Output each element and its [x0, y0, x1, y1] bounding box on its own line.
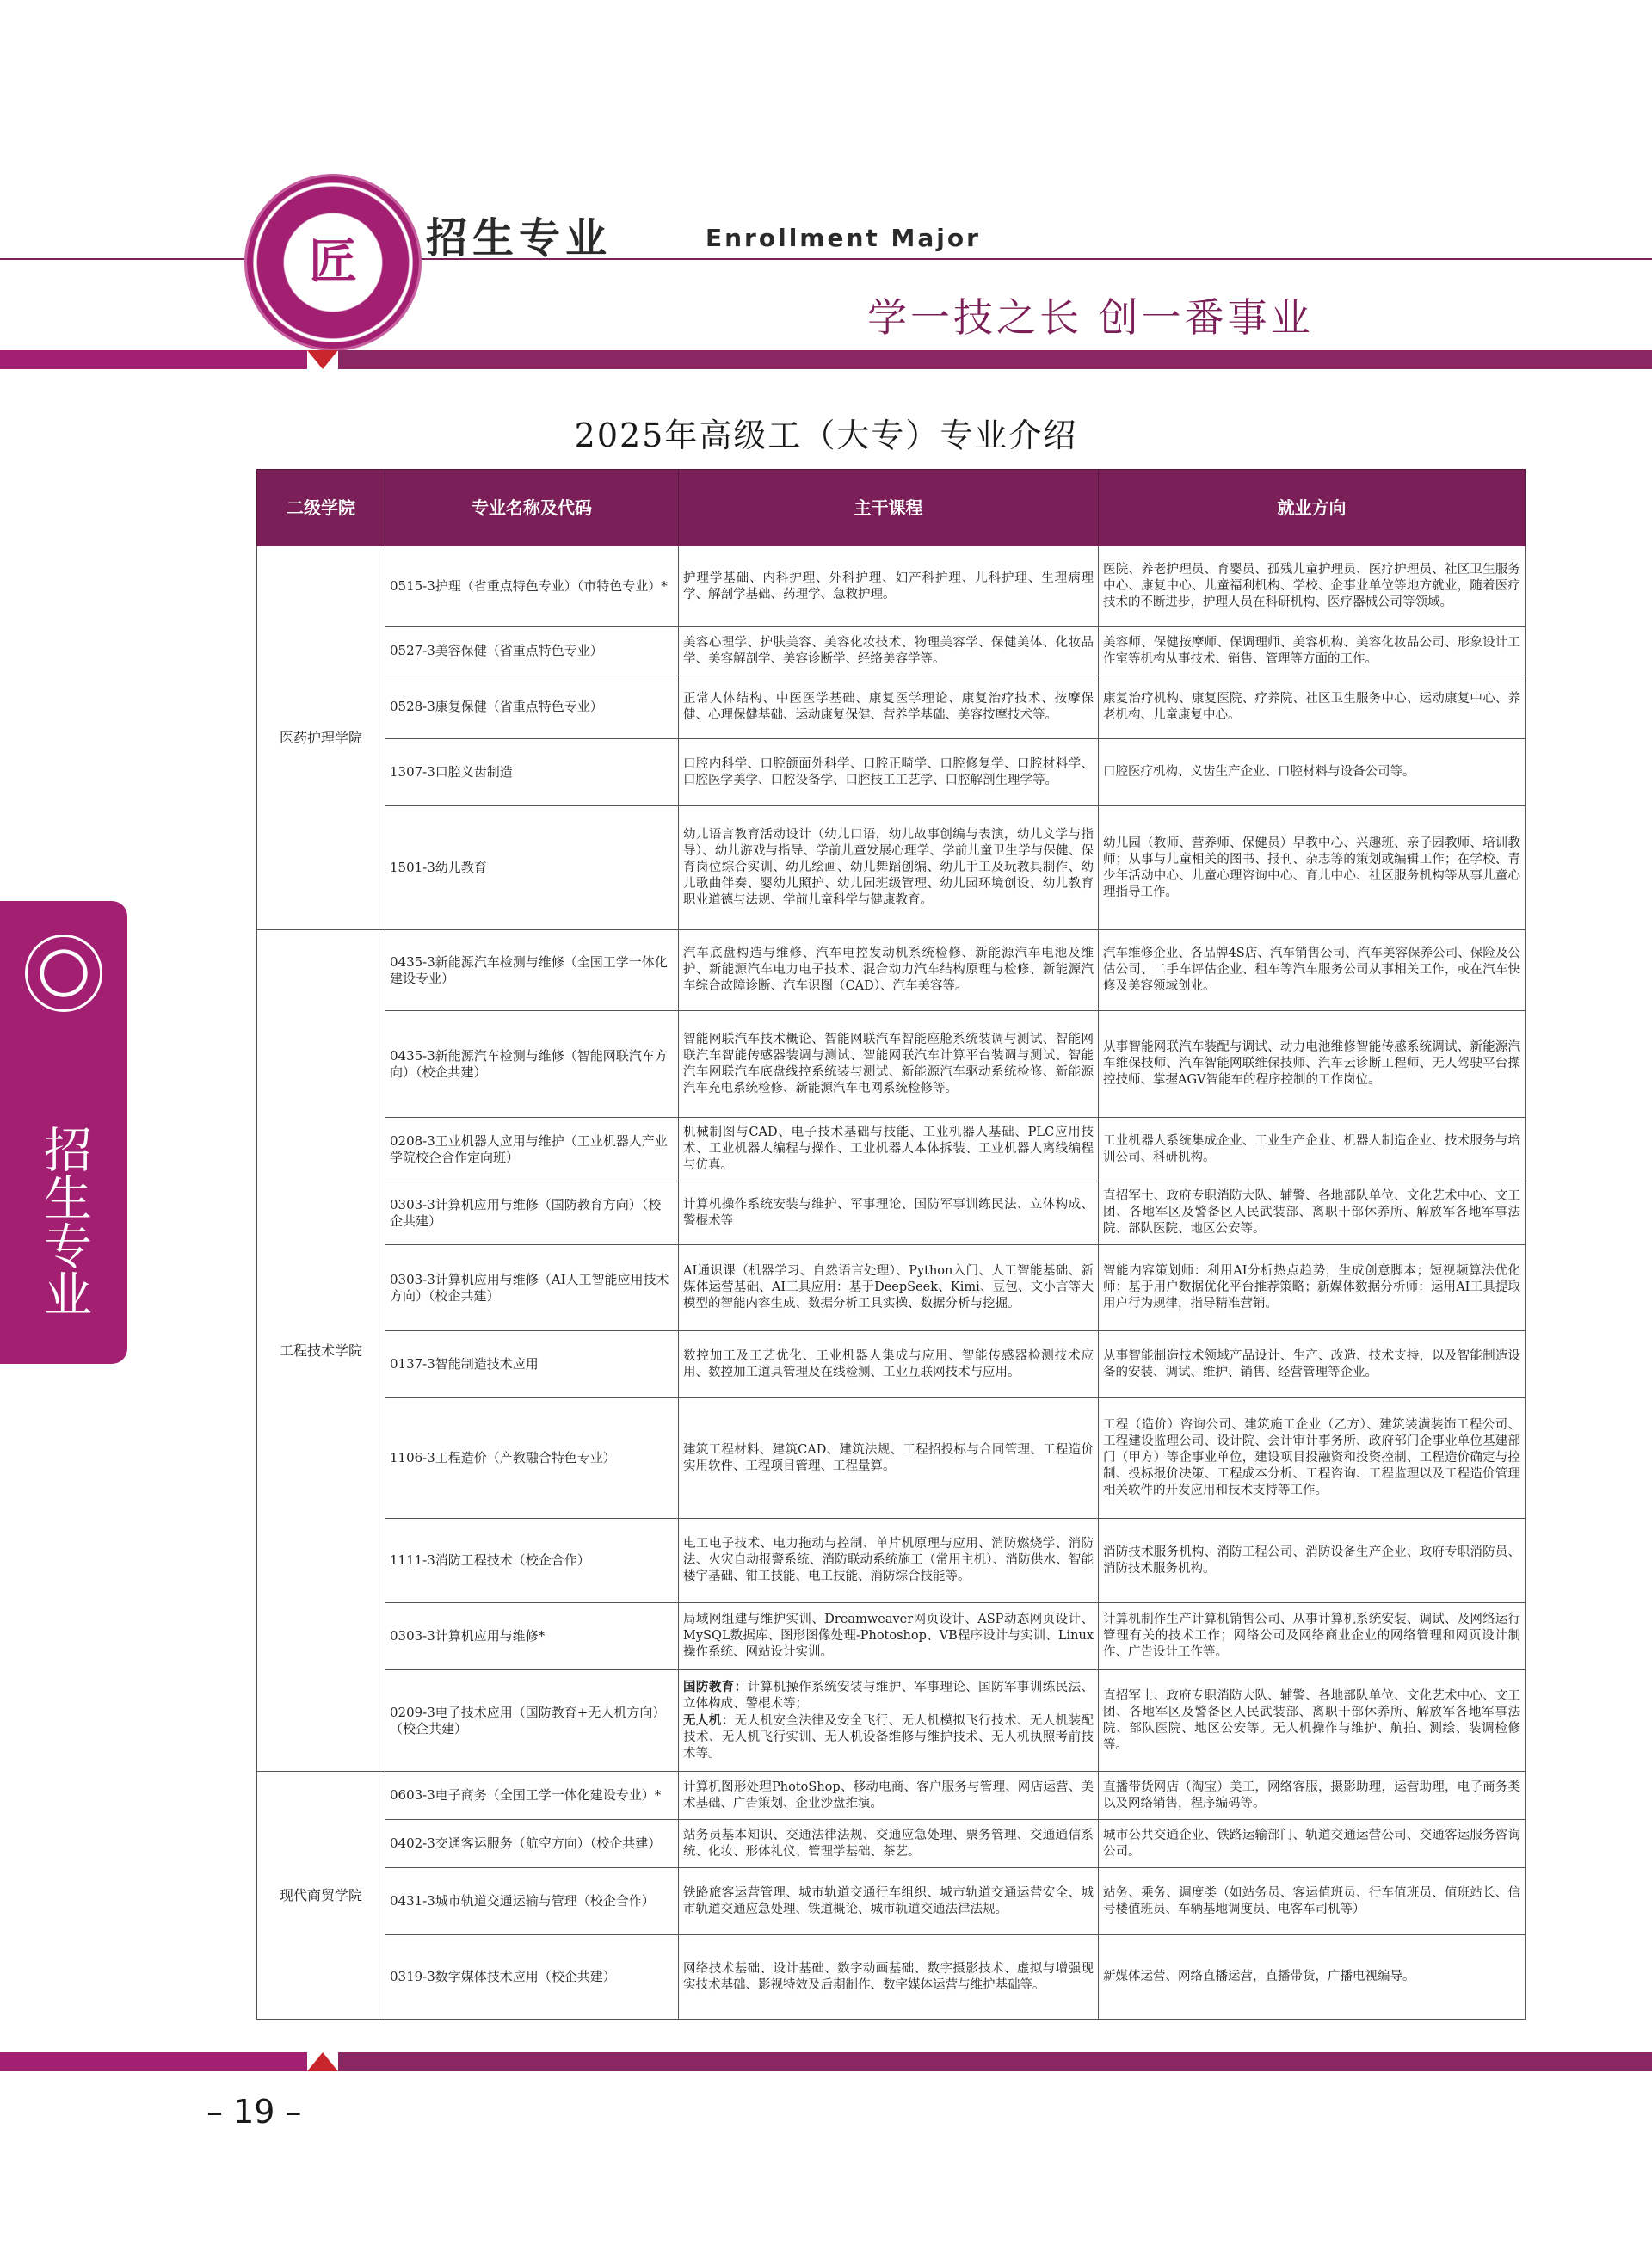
table-row: [257, 1935, 1526, 2020]
careers-cell: 智能内容策划师：利用AI分析热点趋势，生成创意脚本；短视频算法优化师：基于用户数据优化平台推荐策略；新媒体数据分析师：运用AI工具提取用户行为规律，指导精准营销。: [1099, 1245, 1526, 1331]
col-header-major: 专业名称及代码: [385, 470, 679, 546]
logo-mark: 匠: [309, 234, 357, 290]
major-cell: 0209-3电子技术应用（国防教育+无人机方向）（校企共建）: [385, 1670, 679, 1772]
page-number: – 19 –: [206, 2093, 302, 2131]
careers-cell: 直播带货网店（淘宝）美工，网络客服，摄影助理，运营助理，电子商务类以及网络销售，程序编码等。: [1099, 1772, 1526, 1820]
table-row: [257, 806, 1526, 930]
courses-cell: 汽车底盘构造与维修、汽车电控发动机系统检修、新能源汽车电池及维护、新能源汽车电力电子技术、混合动力汽车结构原理与检修、新能源汽车综合故障诊断、汽车识图（CAD）、汽车美容等。: [679, 930, 1099, 1011]
major-cell: 1307-3口腔义齿制造: [385, 739, 679, 806]
courses-cell: 护理学基础、内科护理、外科护理、妇产科护理、儿科护理、生理病理学、解剖学基础、药理学、急救护理。: [679, 546, 1099, 627]
page-title: 2025年高级工（大专）专业介绍: [574, 416, 1078, 454]
section-title-en: Enrollment Major: [706, 224, 981, 252]
college-cell: 工程技术学院: [257, 930, 385, 1772]
table-row: [257, 1868, 1526, 1935]
courses-cell: 美容心理学、护肤美容、美容化妆技术、物理美容学、保健美体、化妆品学、美容解剖学、美容诊断学、经络美容学等。: [679, 627, 1099, 675]
courses-cell: 计算机操作系统安装与维护、军事理论、国防军事训练民法、立体构成、警棍术等: [679, 1181, 1099, 1245]
table-row: [257, 675, 1526, 739]
major-cell: 0208-3工业机器人应用与维护（工业机器人产业学院校企合作定向班）: [385, 1118, 679, 1181]
courses-lead-defense: 国防教育：: [683, 1680, 748, 1694]
careers-cell: 消防技术服务机构、消防工程公司、消防设备生产企业、政府专职消防员、消防技术服务机构。: [1099, 1519, 1526, 1603]
major-cell: 0402-3交通客运服务（航空方向）（校企共建）: [385, 1820, 679, 1868]
courses-cell: 计算机图形处理PhotoShop、移动电商、客户服务与管理、网店运营、美术基础、广告策划、企业沙盘推演。: [679, 1772, 1099, 1820]
courses-cell: 幼儿语言教育活动设计（幼儿口语，幼儿故事创编与表演，幼儿文学与指导）、幼儿游戏与指导、学前儿童发展心理学、学前儿童卫生学与保健、保育岗位综合实训、幼儿绘画、幼儿舞蹈创编、幼儿手工及玩教具制作、幼儿歌曲伴奏、婴幼儿照护、幼儿园班级管理、幼儿园环境创设、幼儿教育职业道德与法规、学前儿童科学与健康教育。: [679, 806, 1099, 930]
careers-cell: 从事智能网联汽车装配与调试、动力电池维修智能传感系统调试、新能源汽车维保技师、汽车智能网联维保技师、汽车云诊断工程师、无人驾驶平台操控技师、掌握AGV智能车的程序控制的工作岗位。: [1099, 1011, 1526, 1118]
slogan: 学一技之长 创一番事业: [867, 294, 1314, 341]
table-row: [257, 1181, 1526, 1245]
courses-cell: 数控加工及工艺优化、工业机器人集成与应用、智能传感器检测技术应用、数控加工道具管理及在线检测、工业互联网技术与应用。: [679, 1331, 1099, 1398]
careers-cell: 美容师、保健按摩师、保调理师、美容机构、美容化妆品公司、形象设计工作室等机构从事技术、销售、管理等方面的工作。: [1099, 627, 1526, 675]
careers-cell: 汽车维修企业、各品牌4S店、汽车销售公司、汽车美容保养公司、保险及公估公司、二手车评估企业、租车等汽车服务公司从事相关工作，或在汽车快修及美容领域创业。: [1099, 930, 1526, 1011]
courses-drone: 无人机安全法律及安全飞行、无人机模拟飞行技术、无人机装配技术、无人机飞行实训、无人机设备维修与维护技术、无人机执照考前技术等。: [683, 1714, 1094, 1761]
section-title: 招生专业: [426, 214, 613, 262]
courses-cell: 局域网组建与维护实训、Dreamweaver网页设计、ASP动态网页设计、MySQL数据库、图形图像处理-Photoshop、VB程序设计与实训、Linux操作系统、网站设计实训。: [679, 1603, 1099, 1670]
major-cell: 0137-3智能制造技术应用: [385, 1331, 679, 1398]
major-cell: 0303-3计算机应用与维修（AI人工智能应用技术方向）（校企共建）: [385, 1245, 679, 1331]
major-cell: 0528-3康复保健（省重点特色专业）: [385, 675, 679, 739]
table-row: [257, 1011, 1526, 1118]
careers-cell: 康复治疗机构、康复医院、疗养院、社区卫生服务中心、运动康复中心、养老机构、儿童康复中心。: [1099, 675, 1526, 739]
careers-cell: 医院、养老护理员、育婴员、孤残儿童护理员、医疗护理员、社区卫生服务中心、康复中心、儿童福利机构、学校、企事业单位等地方就业，随着医疗技术的不断进步，护理人员在科研机构、医疗器械公司等领域。: [1099, 546, 1526, 627]
table-row: [257, 1331, 1526, 1398]
table-row: [257, 1519, 1526, 1603]
table-row: [257, 1398, 1526, 1519]
side-tab: [0, 901, 127, 1364]
courses-defense: 计算机操作系统安装与维护、军事理论、国防军事训练民法、立体构成、警棍术等；: [683, 1681, 1094, 1711]
table-header-row: [257, 470, 1526, 546]
major-cell: 0435-3新能源汽车检测与维修（智能网联汽车方向）（校企共建）: [385, 1011, 679, 1118]
table-row: [257, 1772, 1526, 1820]
major-cell: 1501-3幼儿教育: [385, 806, 679, 930]
major-cell: 0319-3数字媒体技术应用（校企共建）: [385, 1935, 679, 2020]
courses-cell: 正常人体结构、中医医学基础、康复医学理论、康复治疗技术、按摩保健、心理保健基础、运动康复保健、营养学基础、美容按摩技术等。: [679, 675, 1099, 739]
courses-cell: 电工电子技术、电力拖动与控制、单片机原理与应用、消防燃烧学、消防法、火灾自动报警系统、消防联动系统施工（常用主机）、消防供水、智能楼宇基础、钳工技能、电工技能、消防综合技能等。: [679, 1519, 1099, 1603]
college-cell: 医药护理学院: [257, 546, 385, 930]
table-row: [257, 739, 1526, 806]
careers-cell: 站务、乘务、调度类（如站务员、客运值班员、行车值班员、值班站长、信号楼值班员、车辆基地调度员、电客车司机等）: [1099, 1868, 1526, 1935]
col-header-courses: 主干课程: [679, 470, 1099, 546]
header-band: [0, 350, 1652, 369]
courses-cell: 网络技术基础、设计基础、数字动画基础、数字摄影技术、虚拟与增强现实技术基础、影视特效及后期制作、数字媒体运营与维护基础等。: [679, 1935, 1099, 2020]
major-cell: 0303-3计算机应用与维修*: [385, 1603, 679, 1670]
table-row: [257, 627, 1526, 675]
table-row: [257, 1670, 1526, 1772]
footer-band: [0, 2052, 1652, 2071]
major-cell: 0603-3电子商务（全国工学一体化建设专业）*: [385, 1772, 679, 1820]
careers-cell: 从事智能制造技术领域产品设计、生产、改造、技术支持，以及智能制造设备的安装、调试、维护、销售、经营管理等企业。: [1099, 1331, 1526, 1398]
careers-cell: 城市公共交通企业、铁路运输部门、轨道交通运营公司、交通客运服务咨询公司。: [1099, 1820, 1526, 1868]
major-cell: 0435-3新能源汽车检测与维修（全国工学一体化建设专业）: [385, 930, 679, 1011]
major-cell: 0515-3护理（省重点特色专业）（市特色专业）*: [385, 546, 679, 627]
courses-cell: 智能网联汽车技术概论、智能网联汽车智能座舱系统装调与测试、智能网联汽车智能传感器装调与测试、智能网联汽车计算平台装调与测试、智能汽车网联汽车底盘线控系统装与测试、新能源汽车驱动系统检修、新能源汽车充电系统检修、新能源汽车电网系统检修等。: [679, 1011, 1099, 1118]
side-tab-label: 招生专业: [36, 1125, 92, 1317]
table-row: [257, 546, 1526, 627]
courses-cell: 铁路旅客运营管理、城市轨道交通行车组织、城市轨道交通运营安全、城市轨道交通应急处理、铁道概论、城市轨道交通法律法规。: [679, 1868, 1099, 1935]
major-cell: 0303-3计算机应用与维修（国防教育方向）（校企共建）: [385, 1181, 679, 1245]
table-row: [257, 1245, 1526, 1331]
col-header-college: 二级学院: [257, 470, 385, 546]
careers-cell: 工业机器人系统集成企业、工业生产企业、机器人制造企业、技术服务与培训公司、科研机构。: [1099, 1118, 1526, 1181]
major-cell: 1111-3消防工程技术（校企合作）: [385, 1519, 679, 1603]
courses-lead-drone: 无人机：: [683, 1713, 735, 1728]
table-row: [257, 1118, 1526, 1181]
courses-cell: 站务员基本知识、交通法律法规、交通应急处理、票务管理、交通通信系统、化妆、形体礼仪、管理学基础、茶艺。: [679, 1820, 1099, 1868]
table-row: [257, 1820, 1526, 1868]
majors-table: [256, 469, 1526, 2020]
courses-cell: AI通识课（机器学习、自然语言处理）、Python入门、人工智能基础、新媒体运营基础、AI工具应用：基于DeepSeek、Kimi、豆包、文小言等大模型的智能内容生成、数据分析工具实操、数据分析与挖掘。: [679, 1245, 1099, 1331]
col-header-careers: 就业方向: [1099, 470, 1526, 546]
major-cell: 0527-3美容保健（省重点特色专业）: [385, 627, 679, 675]
courses-cell: 建筑工程材料、建筑CAD、建筑法规、工程招投标与合同管理、工程造价实用软件、工程项目管理、工程量算。: [679, 1398, 1099, 1519]
major-cell: 1106-3工程造价（产教融合特色专业）: [385, 1398, 679, 1519]
table-row: [257, 1603, 1526, 1670]
courses-cell: 口腔内科学、口腔颌面外科学、口腔正畸学、口腔修复学、口腔材料学、口腔医学美学、口腔设备学、口腔技工工艺学、口腔解剖生理学等。: [679, 739, 1099, 806]
careers-cell: 幼儿园（教师、营养师、保健员）早教中心、兴趣班、亲子园教师、培训教师；从事与儿童相关的图书、报刊、杂志等的策划或编辑工作；在学校、青少年活动中心、儿童心理咨询中心、育儿中心、社区服务机构等从事儿童心理指导工作。: [1099, 806, 1526, 930]
courses-cell: 机械制图与CAD、电子技术基础与技能、工业机器人基础、PLC应用技术、工业机器人编程与操作、工业机器人本体拆装、工业机器人离线编程与仿真。: [679, 1118, 1099, 1181]
careers-cell: 新媒体运营、网络直播运营，直播带货，广播电视编导。: [1099, 1935, 1526, 2020]
careers-cell: 计算机制作生产计算机销售公司、从事计算机系统安装、调试、及网络运行管理有关的技术工作；网络公司及网络商业企业的网络管理和网页设计制作、广告设计工作等。: [1099, 1603, 1526, 1670]
school-logo: [247, 176, 419, 349]
careers-cell: 口腔医疗机构、义齿生产企业、口腔材料与设备公司等。: [1099, 739, 1526, 806]
careers-cell: 直招军士、政府专职消防大队、辅警、各地部队单位、文化艺术中心、文工团、各地军区及警备区人民武装部、离职干部休养所、解放军各地军事法院、部队医院、地区公安等。: [1099, 1181, 1526, 1245]
careers-cell: 工程（造价）咨询公司、建筑施工企业（乙方）、建筑装潢装饰工程公司、工程建设监理公司、设计院、会计审计事务所、政府部门企事业单位基建部门（甲方）等企事业单位，建设项目投融资和投资控制、工程造价确定与控制、投标报价决策、工程成本分析、工程咨询、工程监理以及工程造价管理相关软件的开发应用和技术支持等工作。: [1099, 1398, 1526, 1519]
major-cell: 0431-3城市轨道交通运输与管理（校企合作）: [385, 1868, 679, 1935]
courses-cell: [679, 1670, 1099, 1772]
table-row: [257, 930, 1526, 1011]
side-logo-icon: [28, 937, 100, 1009]
careers-cell: 直招军士、政府专职消防大队、辅警、各地部队单位、文化艺术中心、文工团、各地军区及警备区人民武装部、离职干部休养所、解放军各地军事法院、部队医院、地区公安等。无人机操作与维护、航拍、测绘、装调检修等。: [1099, 1670, 1526, 1772]
college-cell: 现代商贸学院: [257, 1772, 385, 2020]
